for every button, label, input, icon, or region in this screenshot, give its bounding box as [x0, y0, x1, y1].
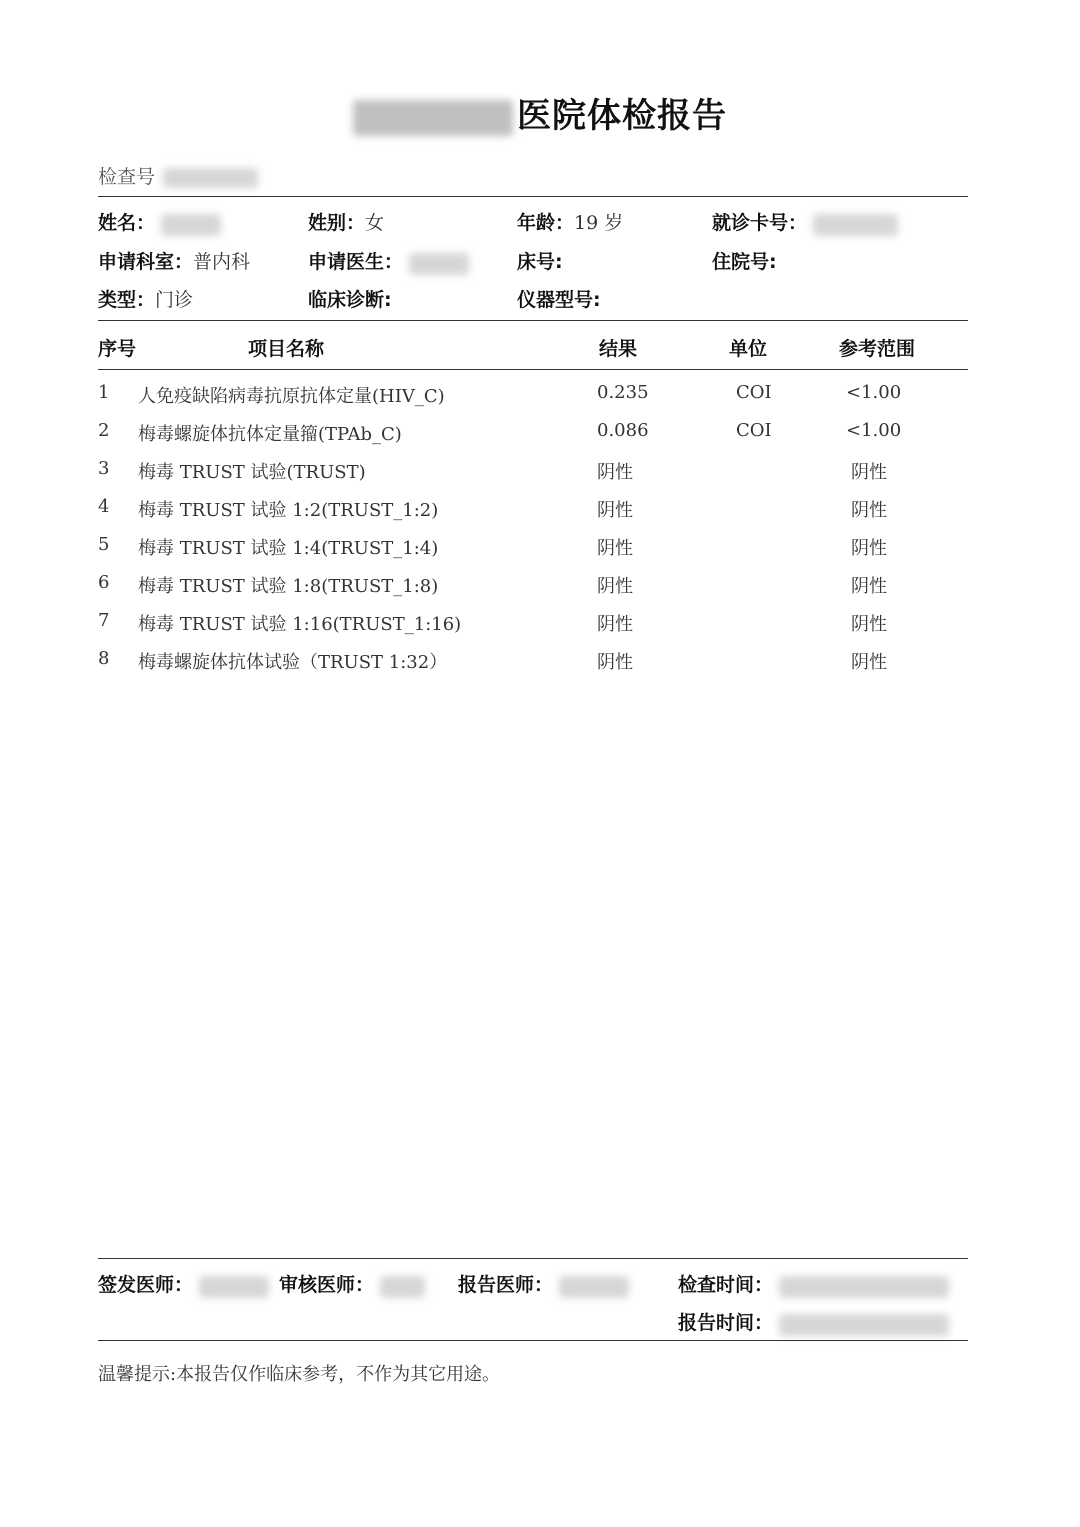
divider-footer-top [98, 1258, 968, 1259]
cell-range: 阴性 [851, 500, 887, 521]
cell-seq: 1 [98, 382, 110, 403]
report-title-text: 医院体检报告 [517, 96, 727, 136]
doctor-field [308, 247, 469, 275]
redacted-issuer [199, 1276, 269, 1298]
cell-result: 阴性 [597, 652, 633, 673]
bed-field [517, 247, 563, 274]
bed-label: 床号: [517, 251, 563, 273]
redacted-name [161, 214, 221, 236]
header-unit: 单位 [729, 338, 768, 360]
cell-item-name: 人免疫缺陷病毒抗原抗体定量(HIV_C) [138, 386, 445, 407]
dept-label: 申请科室： [98, 251, 194, 273]
disclaimer-text: 温馨提示:本报告仅作临床参考，不作为其它用途。 [98, 1364, 501, 1385]
table-header [0, 334, 1080, 364]
cell-range: 阴性 [851, 652, 887, 673]
age-field [517, 208, 623, 235]
cell-item-name: 梅毒螺旋体抗体定量籀(TPAb_C) [138, 424, 402, 445]
table-row [0, 534, 1080, 572]
cell-seq: 5 [98, 534, 110, 555]
cell-result: 阴性 [597, 538, 633, 559]
gender-field [308, 208, 384, 235]
redacted-reviewer [380, 1276, 425, 1298]
table-row [0, 610, 1080, 648]
table-row [0, 496, 1080, 534]
issuer-field [98, 1270, 269, 1298]
cell-range: <1.00 [846, 382, 902, 403]
type-label: 类型： [98, 289, 156, 311]
type-field [98, 285, 193, 312]
instrument-label: 仪器型号: [517, 289, 601, 311]
table-row [0, 382, 1080, 420]
name-label: 姓名： [98, 212, 156, 234]
table-row [0, 572, 1080, 610]
gender-value: 女 [365, 212, 385, 234]
reporter-label: 报告医师： [458, 1274, 554, 1296]
cell-item-name: 梅毒螺旋体抗体试验（TRUST 1:32） [138, 652, 448, 673]
inpatient-field [712, 247, 777, 274]
cell-result: 0.235 [597, 382, 649, 403]
redacted-exam-number [163, 168, 258, 188]
redacted-hospital-name [353, 100, 513, 136]
exam-number-label: 检查号 [98, 166, 156, 188]
dept-value: 普内科 [193, 251, 251, 273]
cell-range: 阴性 [851, 576, 887, 597]
cell-seq: 3 [98, 458, 110, 479]
redacted-doctor [409, 253, 469, 275]
redacted-exam-time [779, 1276, 949, 1298]
cell-item-name: 梅毒 TRUST 试验 1:8(TRUST_1:8) [138, 576, 439, 597]
cell-range: 阴性 [851, 538, 887, 559]
header-result: 结果 [599, 338, 638, 360]
name-field [98, 208, 221, 236]
cell-result: 阴性 [597, 576, 633, 597]
signature-section [0, 1270, 1080, 1340]
exam-number [98, 162, 258, 189]
patient-info [0, 208, 1080, 318]
redacted-reporter [559, 1276, 629, 1298]
reviewer-field [279, 1270, 425, 1298]
cell-item-name: 梅毒 TRUST 试验 1:16(TRUST_1:16) [138, 614, 462, 635]
cell-seq: 2 [98, 420, 110, 441]
cell-item-name: 梅毒 TRUST 试验 1:2(TRUST_1:2) [138, 500, 439, 521]
age-value: 19 岁 [574, 212, 624, 234]
cell-unit: COI [736, 382, 772, 403]
cell-result: 阴性 [597, 614, 633, 635]
card-field [712, 208, 898, 236]
doctor-label: 申请医生： [308, 251, 404, 273]
card-label: 就诊卡号： [712, 212, 808, 234]
diagnosis-label: 临床诊断: [308, 289, 392, 311]
divider-table [98, 369, 968, 370]
cell-range: 阴性 [851, 614, 887, 635]
cell-seq: 7 [98, 610, 110, 631]
inpatient-label: 住院号: [712, 251, 777, 273]
divider-info [98, 320, 968, 321]
report-title [0, 88, 1080, 137]
cell-unit: COI [736, 420, 772, 441]
header-seq: 序号 [98, 338, 137, 360]
table-row [0, 648, 1080, 686]
exam-time-field [678, 1270, 949, 1298]
diagnosis-field [308, 285, 392, 312]
reviewer-label: 审核医师： [279, 1274, 375, 1296]
issuer-label: 签发医师： [98, 1274, 194, 1296]
cell-item-name: 梅毒 TRUST 试验 1:4(TRUST_1:4) [138, 538, 439, 559]
report-time-field [678, 1308, 949, 1336]
cell-seq: 4 [98, 496, 110, 517]
cell-seq: 6 [98, 572, 110, 593]
redacted-card-number [813, 214, 898, 236]
report-time-label: 报告时间： [678, 1312, 774, 1334]
redacted-report-time [779, 1314, 949, 1336]
cell-range: <1.00 [846, 420, 902, 441]
cell-result: 阴性 [597, 500, 633, 521]
type-value: 门诊 [155, 289, 194, 311]
cell-item-name: 梅毒 TRUST 试验(TRUST) [138, 462, 366, 483]
cell-seq: 8 [98, 648, 110, 669]
dept-field [98, 247, 250, 274]
cell-result: 0.086 [597, 420, 649, 441]
header-range: 参考范围 [839, 338, 916, 360]
reporter-field [458, 1270, 629, 1298]
divider-top [98, 196, 968, 197]
divider-footer-bottom [98, 1340, 968, 1341]
table-row [0, 458, 1080, 496]
age-label: 年龄： [517, 212, 575, 234]
cell-range: 阴性 [851, 462, 887, 483]
exam-time-label: 检查时间： [678, 1274, 774, 1296]
cell-result: 阴性 [597, 462, 633, 483]
table-row [0, 420, 1080, 458]
instrument-field [517, 285, 601, 312]
header-item-name: 项目名称 [248, 338, 325, 360]
gender-label: 姓别： [308, 212, 366, 234]
